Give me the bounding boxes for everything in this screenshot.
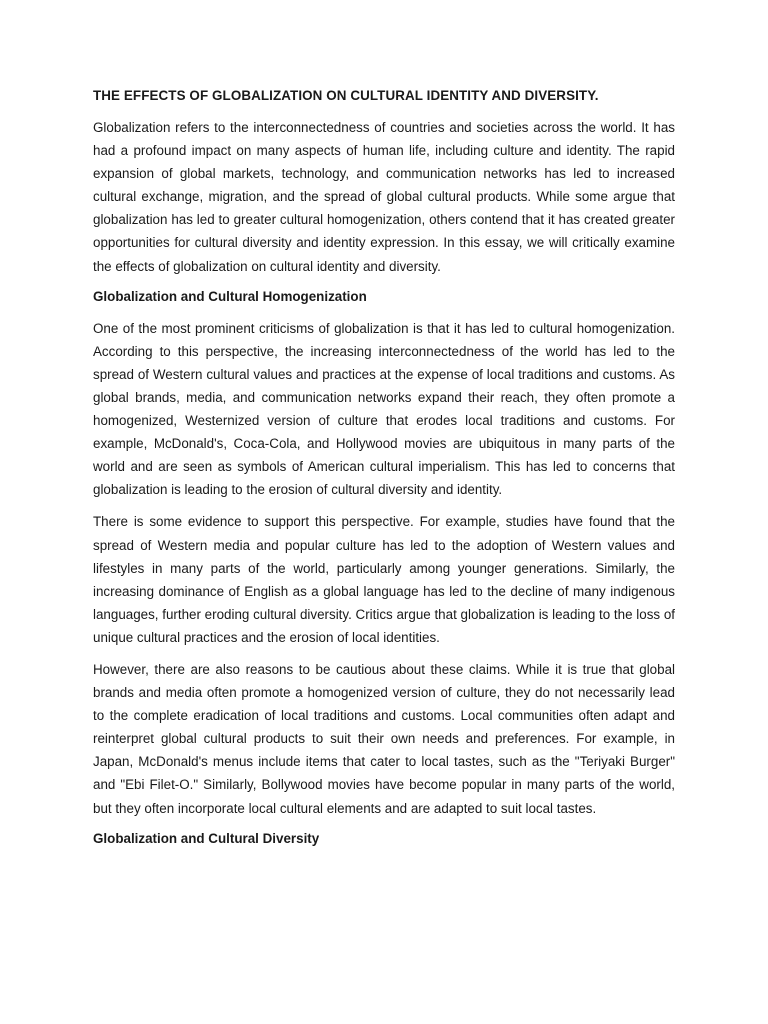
paragraph: However, there are also reasons to be cautious about these claims. While it is true that global brands and media often promote a homogenized version of culture, they do not necessarily lead to the complete eradication of local traditions and customs. Local communities often adapt and reinterpret global cultural products to suit their own needs and preferences. For example, in Japan, McDonald's menus include items that cater to local tastes, such as the "Teriyaki Burger" and "Ebi Filet-O." Similarly, Bollywood movies have become popular in many parts of the world, but they often incorporate local cultural elements and are adapted to suit local tastes. bbox=[93, 661, 675, 816]
document-title: THE EFFECTS OF GLOBALIZATION ON CULTURAL IDENTITY AND DIVERSITY. bbox=[93, 88, 599, 103]
document-body bbox=[93, 86, 675, 859]
intro-paragraph: Globalization refers to the interconnectedness of countries and societies across the world. It has had a profound impact on many aspects of human life, including culture and identity. The rapid expansion of global markets, technology, and communication networks has led to increased cultural exchange, migration, and the spread of global cultural products. While some argue that globalization has led to greater cultural homogenization, others contend that it has created greater opportunities for cultural diversity and identity expression. In this essay, we will critically examine the effects of globalization on cultural identity and diversity. bbox=[93, 120, 675, 274]
section-heading-diversity: Globalization and Cultural Diversity bbox=[93, 830, 320, 846]
paragraph: There is some evidence to support this perspective. For example, studies have found that the spread of Western media and popular culture has led to the adoption of Western values and lifestyles in many parts of the world, particularly among younger generations. Similarly, the increasing dominance of English as a global language has led to the decline of many indigenous languages, further eroding cultural diversity. Critics argue that globalization is leading to the loss of unique cultural practices and the erosion of local identities. bbox=[93, 514, 675, 645]
paragraph: One of the most prominent criticisms of globalization is that it has led to cultural homogenization. According to this perspective, the increasing interconnectedness of the world has led to the spread of Western cultural values and practices at the expense of local traditions and customs. As global brands, media, and communication networks expand their reach, they often promote a homogenized, Westernized version of culture that erodes local traditions and customs. For example, McDonald's, Coca-Cola, and Hollywood movies are ubiquitous in many parts of the world and are seen as symbols of American cultural imperialism. This has led to concerns that globalization is leading to the erosion of cultural diversity and identity. bbox=[93, 320, 675, 498]
section-heading-homogenization: Globalization and Cultural Homogenization bbox=[93, 288, 367, 304]
